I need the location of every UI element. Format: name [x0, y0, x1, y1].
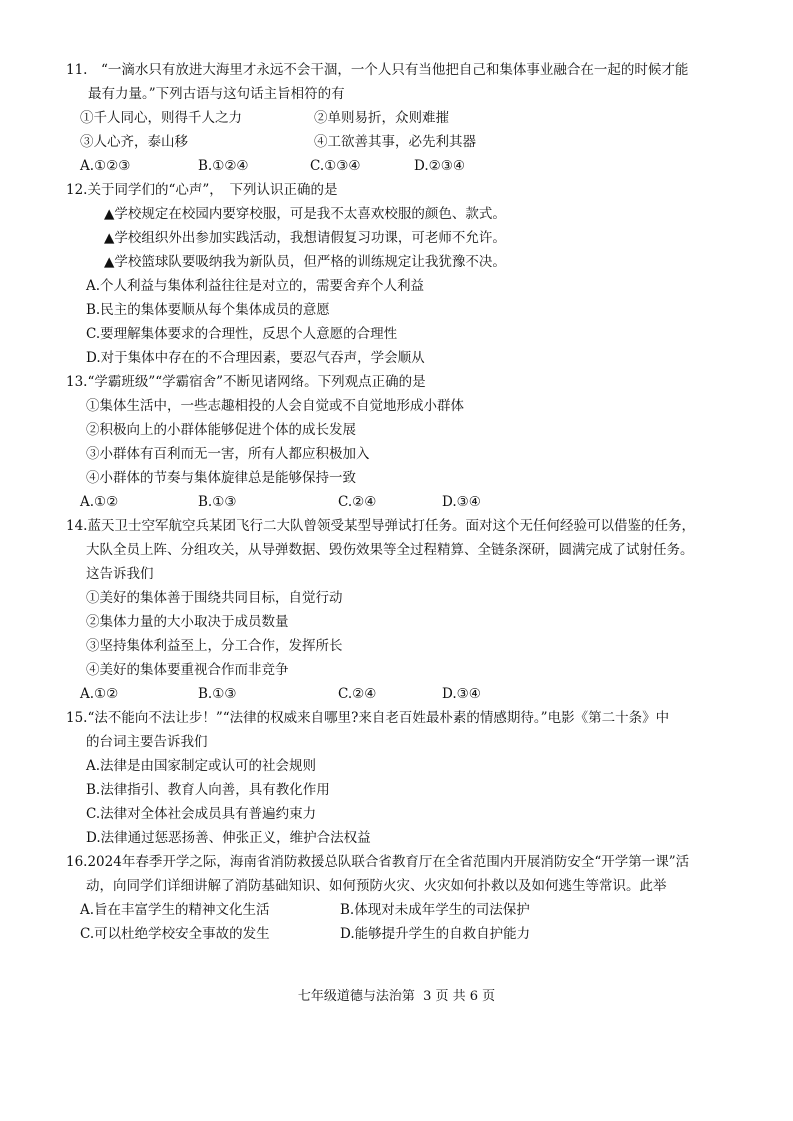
question-12-option-d[interactable]: D.对于集体中存在的不合理因素，要忍气吞声，学会顺从: [86, 350, 425, 366]
page-footer: 七年级道德与法治第 3 页 共 6 页: [297, 989, 496, 1004]
question-15-option-b[interactable]: B.法律指引、教育人向善，具有教化作用: [86, 782, 330, 798]
question-11-item-4: ④工欲善其事，必先利其器: [314, 134, 476, 150]
question-14-stem-line-2: 大队全员上阵、分组攻关，从导弹数据、毁伤效果等全过程精算、全链条深研，圆满完成了试射任务。: [86, 542, 694, 558]
question-11-item-1: ①千人同心，则得千人之力: [80, 110, 242, 126]
question-13-item-2: ②积极向上的小群体能够促进个体的成长发展: [86, 422, 356, 438]
question-16-stem-line-2: 动，向同学们详细讲解了消防基础知识、如何预防火灾、火灾如何扑救以及如何逃生等常识。此举: [86, 878, 667, 894]
question-13-item-4: ④小群体的节奏与集体旋律总是能够保持一致: [86, 470, 356, 486]
question-11-item-3: ③人心齐，泰山移: [80, 134, 188, 150]
question-13-option-b[interactable]: B.①③: [198, 494, 237, 510]
question-13-stem: 13.“学霸班级”“学霸宿舍”不断见诸网络。下列观点正确的是: [66, 374, 426, 390]
question-13-option-c[interactable]: C.②④: [338, 494, 377, 510]
question-11-stem-line-1: 11. “一滴水只有放进大海里才永远不会干涸，一个人只有当他把自己和集体事业融合在一起的时候才能: [66, 62, 689, 78]
question-14-stem-line-3: 这告诉我们: [86, 566, 154, 582]
question-11-option-c[interactable]: C.①③④: [310, 158, 361, 174]
question-16-stem-line-1: 16.2024年春季开学之际，海南省消防救援总队联合省教育厅在全省范围内开展消防安全“开学第一课”活: [66, 854, 690, 870]
question-14-item-1: ①美好的集体善于围绕共同目标，自觉行动: [86, 590, 343, 606]
question-12-bullet-3: ▲学校篮球队要吸纳我为新队员，但严格的训练规定让我犹豫不决。: [104, 254, 506, 270]
question-13-item-3: ③小群体有百利而无一害，所有人都应积极加入: [86, 446, 370, 462]
question-15-option-c[interactable]: C.法律对全体社会成员具有普遍约束力: [86, 806, 317, 822]
question-11-option-b[interactable]: B.①②④: [198, 158, 249, 174]
question-15-stem-line-2: 的台词主要告诉我们: [86, 734, 208, 750]
question-14-stem-line-1: 14.蓝天卫士空军航空兵某团飞行二大队曾领受某型导弹试打任务。面对这个无任何经验可以借鉴的任务，: [66, 518, 695, 534]
question-12-bullet-2: ▲学校组织外出参加实践活动，我想请假复习功课，可老师不允许。: [104, 230, 506, 246]
question-13-option-d[interactable]: D.③④: [442, 494, 481, 510]
question-14-option-b[interactable]: B.①③: [198, 686, 237, 702]
question-12-option-b[interactable]: B.民主的集体要顺从每个集体成员的意愿: [86, 302, 330, 318]
question-14-option-d[interactable]: D.③④: [442, 686, 481, 702]
question-15-option-d[interactable]: D.法律通过惩恶扬善、伸张正义，维护合法权益: [86, 830, 371, 846]
question-11-stem-line-2: 最有力量。”下列古语与这句话主旨相符的有: [88, 86, 345, 102]
question-14-item-4: ④美好的集体要重视合作而非竞争: [86, 662, 289, 678]
question-11-item-2: ②单则易折，众则难摧: [314, 110, 449, 126]
question-14-option-a[interactable]: A.①②: [80, 686, 119, 702]
question-14-option-c[interactable]: C.②④: [338, 686, 377, 702]
question-15-option-a[interactable]: A.法律是由国家制定或认可的社会规则: [86, 758, 317, 774]
question-12-option-c[interactable]: C.要理解集体要求的合理性，反思个人意愿的合理性: [86, 326, 398, 342]
question-12-option-a[interactable]: A.个人利益与集体利益往往是对立的，需要舍弃个人利益: [86, 278, 425, 294]
question-13-item-1: ①集体生活中，一些志趣相投的人会自觉或不自觉地形成小群体: [86, 398, 464, 414]
question-16-option-c[interactable]: C.可以杜绝学校安全事故的发生: [80, 926, 270, 942]
question-14-item-3: ③坚持集体利益至上，分工合作，发挥所长: [86, 638, 343, 654]
question-16-option-d[interactable]: D.能够提升学生的自救自护能力: [340, 926, 531, 942]
question-16-option-b[interactable]: B.体现对未成年学生的司法保护: [340, 902, 530, 918]
question-12-bullet-1: ▲学校规定在校园内要穿校服，可是我不太喜欢校服的颜色、款式。: [104, 206, 506, 222]
question-16-option-a[interactable]: A.旨在丰富学生的精神文化生活: [80, 902, 270, 918]
question-15-stem-line-1: 15.“法不能向不法让步！”“法律的权威来自哪里?来自老百姓最朴素的情感期待。”电影《第二十条》中: [66, 710, 670, 726]
question-11-option-d[interactable]: D.②③④: [414, 158, 465, 174]
question-13-option-a[interactable]: A.①②: [80, 494, 119, 510]
question-14-item-2: ②集体力量的大小取决于成员数量: [86, 614, 289, 630]
question-11-option-a[interactable]: A.①②③: [80, 158, 131, 174]
question-12-stem: 12.关于同学们的“心声”， 下列认识正确的是: [66, 182, 338, 198]
